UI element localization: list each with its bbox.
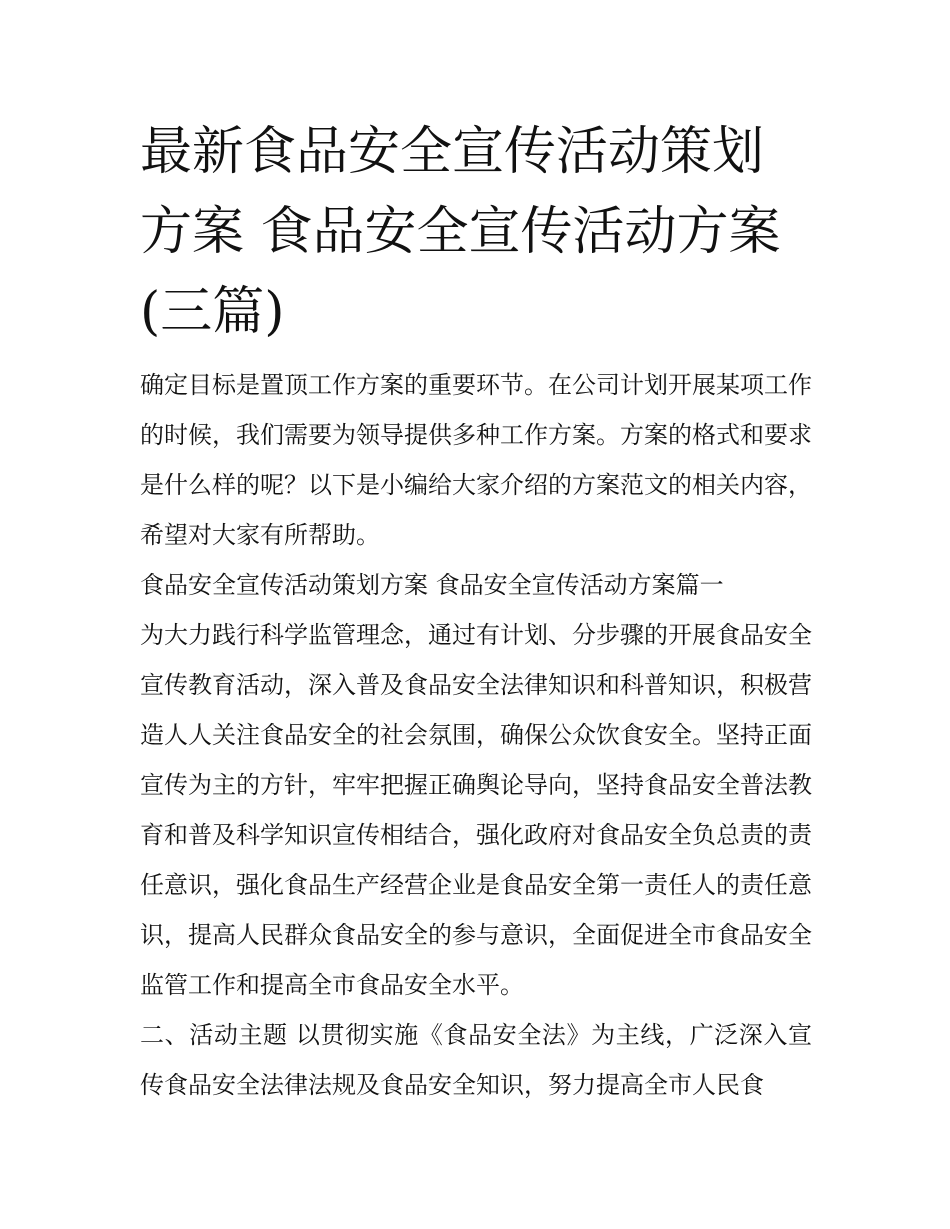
document-page bbox=[140, 112, 812, 1110]
section-heading: 食品安全宣传活动策划方案 食品安全宣传活动方案篇一 bbox=[140, 571, 724, 599]
body-paragraph-1: 为大力践行科学监管理念，通过有计划、分步骤的开展食品安全宣传教育活动，深入普及食品安全法律知识和科普知识，积极营造人人关注食品安全的社会氛围，确保公众饮食安全。坚持正面宣传为主的方针，牢牢把握正确舆论导向，坚持食品安全普法教育和普及科学知识宣传相结合，强化政府对食品安全负总责的责任意识，强化食品生产经营企业是食品安全第一责任人的责任意识，提高人民群众食品安全的参与意识，全面促进全市食品安全监管工作和提高全市食品安全水平。 bbox=[140, 621, 812, 999]
intro-paragraph: 确定目标是置顶工作方案的重要环节。在公司计划开展某项工作的时候，我们需要为领导提供多种工作方案。方案的格式和要求是什么样的呢？以下是小编给大家介绍的方案范文的相关内容，希望对大家有所帮助。 bbox=[140, 371, 812, 549]
document-title: 最新食品安全宣传活动策划方案 食品安全宣传活动方案(三篇) bbox=[140, 122, 781, 342]
body-paragraph-2: 二、活动主题 以贯彻实施《食品安全法》为主线，广泛深入宣传食品安全法律法规及食品安全知识，努力提高全市人民食 bbox=[140, 1021, 812, 1099]
